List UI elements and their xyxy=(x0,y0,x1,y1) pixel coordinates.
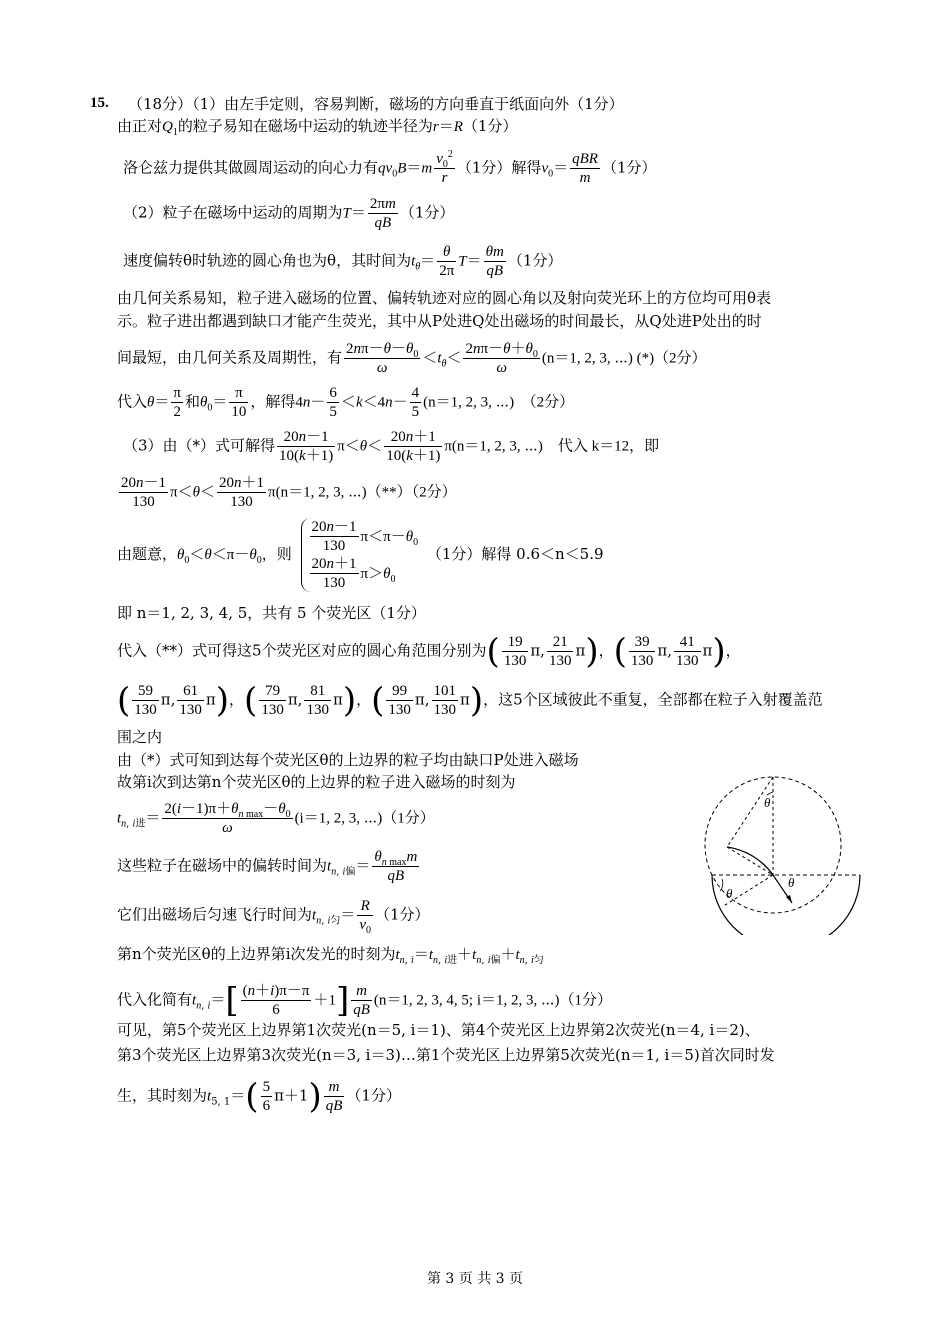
text-line-19: $t_{n, i进}=$ $\frac{2(i-1)\pi+\theta_{n max}-\theta_0}{\omega}$ (i＝1, 2, 3, ⋯)（1分） xyxy=(117,801,435,836)
page-footer: 第 3 页 共 3 页 xyxy=(426,1271,524,1287)
text-line-12: 由题意，$\theta_0<\theta<\pi-\theta_0$，则 $\frac{20n-1}{130}$ $\pi<\pi-\theta_0$ $\frac{20n+1}{130}$ $\pi>\theta_0$ （1分）解得 0.6＜n＜5.9 xyxy=(117,519,604,591)
text-line-16: 围之内 xyxy=(117,728,163,746)
text-line-14: 代入（**）式可得这5个荧光区对应的圆心角范围分别为( $\frac{19}{130}$ π, $\frac{21}{130}$ π)，( $\frac{39}{130}$ π, $\frac{41}{130}$ π)， xyxy=(117,631,741,672)
text-line-9: 代入θ＝ $\frac{\pi}{2}$ 和$\theta_0=$ $\frac{\pi}{10}$ ，解得4n－ $\frac{6}{5}$ ＜k＜4n－ $\frac{4}{5}$ (n＝1, 2, 3, ⋯) （2分） xyxy=(117,385,575,420)
text-line-17: 由（*）式可知到达每个荧光区θ的上边界的粒子均由缺口P处进入磁场 xyxy=(117,751,579,769)
text-line-21: 它们出磁场后匀速飞行时间为$t_{n, i匀}=$ $\frac{R}{v_0}$ （1分） xyxy=(117,898,430,936)
text-line-10: （3）由（*）式可解得 $\frac{20n-1}{10(k+1)}$ π＜θ＜ $\frac{20n+1}{10(k+1)}$ π(n＝1, 2, 3, ⋯) 代入 k＝12，即 xyxy=(123,429,660,464)
svg-text:θ: θ xyxy=(788,875,795,890)
svg-text:θ: θ xyxy=(726,886,733,901)
text-line-4: （2）粒子在磁场中运动的周期为T＝ $\frac{2\pi m}{qB}$ （1分） xyxy=(123,196,455,231)
text-line-15: ( $\frac{59}{130}$ π, $\frac{61}{130}$ π)，( $\frac{79}{130}$ π, $\frac{81}{130}$ π)，( $\frac{99}{130}$ π, $\frac{101}{130}$ π)，这5个区域彼此不重复，全部都在粒子入射覆盖范 xyxy=(117,680,823,721)
geometry-diagram xyxy=(700,775,870,935)
text-line-13: 即 n＝1, 2, 3, 4, 5，共有 5 个荧光区（1分） xyxy=(117,604,426,622)
text-line-5: 速度偏转θ时轨迹的圆心角也为θ，其时间为$t_\theta=$ $\frac{\theta}{2\pi}$ T＝ $\frac{\theta m}{qB}$ （1分） xyxy=(123,244,563,279)
magnetic-field-semicircle xyxy=(712,875,860,935)
text-line-25: 第3个荧光区上边界第3次荧光(n＝3, i＝3)…第1个荧光区上边界第5次荧光(n＝1, i＝5)首次同时发 xyxy=(117,1046,775,1064)
text-line-3: 洛仑兹力提供其做圆周运动的向心力有$qv_0B=m$ $\frac{v_0^2}{r}$ （1分）解得$v_0=$ $\frac{\text{qBR}}{m}$ （1分） xyxy=(123,149,657,186)
text-line-23: 代入化简有$t_{n, i}=$[ $\frac{(n+i)\pi-\pi}{6}$ ＋1] $\frac{m}{qB}$ (n＝1, 2, 3, 4, 5; i＝1, 2, 3, ⋯)（1分） xyxy=(117,980,612,1021)
text-line-18: 故第i次到达第n个荧光区θ的上边界的粒子进入磁场的时刻为 xyxy=(117,773,516,791)
svg-text:θ: θ xyxy=(764,795,771,810)
text-line-20: 这些粒子在磁场中的偏转时间为$t_{n, i偏}=$ $\frac{\theta_{n max}m}{qB}$ xyxy=(117,849,418,884)
text-line-22: 第n个荧光区θ的上边界第i次发光的时刻为$t_{n, i}=t_{n, i进}+t_{n, i偏}+t_{n, i匀}$ xyxy=(117,945,544,966)
text-line-24: 可见，第5个荧光区上边界第1次荧光(n＝5, i＝1)、第4个荧光区上边界第2次荧光(n＝4, i＝2)、 xyxy=(117,1021,760,1039)
text-line-1: （18分）（1）由左手定则，容易判断，磁场的方向垂直于纸面向外（1分） xyxy=(128,95,624,113)
text-line-2: 由正对$Q_1$的粒子易知在磁场中运动的轨迹半径为r＝R（1分） xyxy=(117,117,518,138)
text-line-26: 生，其时刻为$t_{5, 1}=$( $\frac{5}{6}$ π＋1) $\frac{m}{qB}$ （1分） xyxy=(117,1076,401,1117)
question-number: 15. xyxy=(90,95,109,111)
text-line-8: 间最短，由几何关系及周期性，有 $\frac{2n\pi-\theta-\theta_0}{\omega}$ $<t_\theta<$ $\frac{2n\pi-\theta+\theta_0}{\omega}$ (n＝1, 2, 3, ⋯) (*)（2分） xyxy=(117,341,707,376)
text-line-7: 示。粒子进出都遇到缺口才能产生荧光，其中从P处进Q处出磁场的时间最长，从Q处进P处出的时 xyxy=(117,312,762,330)
text-line-11: $\frac{20n-1}{130}$ π＜θ＜ $\frac{20n+1}{130}$ π(n＝1, 2, 3, ⋯)（**）（2分） xyxy=(121,475,457,510)
text-line-6: 由几何关系易知，粒子进入磁场的位置、偏转轨迹对应的圆心角以及射向荧光环上的方位均可用θ表 xyxy=(117,289,772,307)
